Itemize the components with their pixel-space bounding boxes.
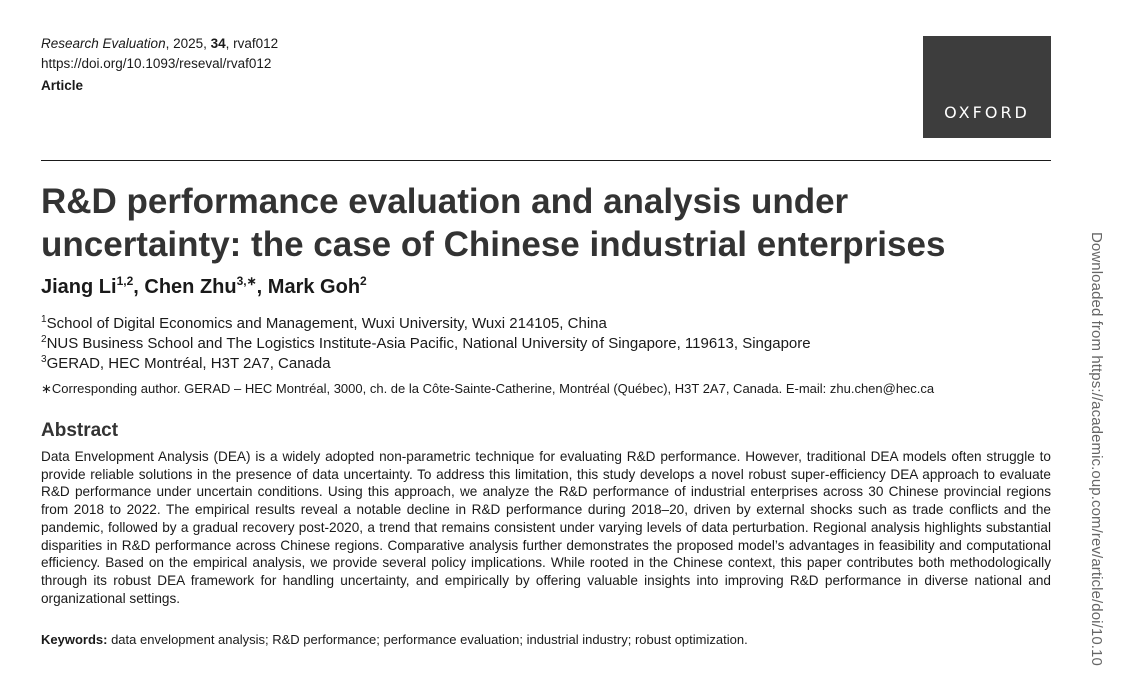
paper-title: R&D performance evaluation and analysis under uncertainty: the case of Chinese industrial enterprises — [41, 182, 946, 264]
author-affiliation-marker: 2 — [360, 274, 367, 288]
article-type: Article — [41, 78, 84, 93]
author-affiliation-marker: 1,2 — [116, 274, 134, 288]
journal-header — [41, 34, 278, 96]
logo-text: OXFORD — [944, 103, 1030, 122]
doi-link[interactable]: https://doi.org/10.1093/reseval/rvaf012 — [41, 56, 272, 71]
abstract-heading: Abstract — [41, 420, 119, 441]
journal-name: Research Evaluation — [41, 36, 166, 51]
download-watermark: Downloaded from https://academic.oup.com/rev/article/doi/10.10 — [1088, 232, 1105, 666]
corresponding-author-note: ∗Corresponding author. GERAD – HEC Montréal, 3000, ch. de la Côte-Sainte-Catherine, Montréal (Québec), H3T 2A7, Canada. E-mail: zhu.chen@hec.ca — [41, 381, 935, 396]
author-name[interactable]: Jiang Li — [41, 276, 117, 298]
article-id: , rvaf012 — [225, 36, 279, 51]
affiliation-marker: 3 — [41, 354, 47, 365]
affiliation-marker: 1 — [41, 314, 47, 325]
author-affiliation-marker: 3,∗ — [236, 274, 257, 288]
year: , 2025, — [165, 36, 211, 51]
abstract-body: Data Envelopment Analysis (DEA) is a widely adopted non-parametric technique for evaluating R&D performance. However, traditional DEA models often struggle to provide reliable solutions in the presence of data uncertainty. To address this limitation, this study develops a novel robust super-efficiency DEA approach to evaluate R&D performance under uncertain conditions. Using this approach, we analyze the R&D performance of industrial enterprises across 30 Chinese provincial regions from 2018 to 2022. The empirical results reveal a notable decline in R&D performance during 2018–20, driven by external shocks such as trade conflicts and the pandemic, followed by a gradual recovery post-2020, a trend that remains consistent under varying levels of data perturbation. Regional analysis highlights substantial disparities in R&D performance across Chinese regions. Comparative analysis further demonstrates the proposed model’s advantages in feasibility and computational efficiency. Based on the empirical analysis, we provide several policy implications. While rooted in the Chinese context, this paper contributes both methodologically through its robust DEA framework for handling uncertainty, and empirically by offering valuable insights into improving R&D performance in diverse national and organizational settings. — [41, 449, 1051, 606]
author-name[interactable]: Mark Goh — [267, 276, 361, 298]
author-list — [41, 276, 367, 299]
affiliation-text: GERAD, HEC Montréal, H3T 2A7, Canada — [46, 355, 331, 372]
author-name[interactable]: Chen Zhu — [144, 276, 237, 298]
keywords-text: data envelopment analysis; R&D performance; performance evaluation; industrial industry; robust optimization. — [107, 632, 748, 647]
affiliation — [41, 354, 811, 374]
affiliation-text: School of Digital Economics and Management, Wuxi University, Wuxi 214105, China — [46, 315, 607, 332]
affiliation — [41, 334, 811, 354]
author-separator: , — [133, 276, 145, 298]
publisher-logo — [923, 36, 1051, 138]
affiliation-marker: 2 — [41, 334, 47, 345]
volume: 34 — [210, 36, 226, 51]
author-separator: , — [256, 276, 268, 298]
header-divider — [41, 160, 1051, 161]
affiliation-text: NUS Business School and The Logistics Institute-Asia Pacific, National University of Singapore, 119613, Singapore — [46, 335, 811, 352]
keywords — [41, 631, 748, 649]
journal-citation — [41, 34, 278, 54]
affiliation-list — [41, 314, 811, 374]
keywords-label: Keywords: — [41, 632, 108, 647]
affiliation — [41, 314, 811, 334]
